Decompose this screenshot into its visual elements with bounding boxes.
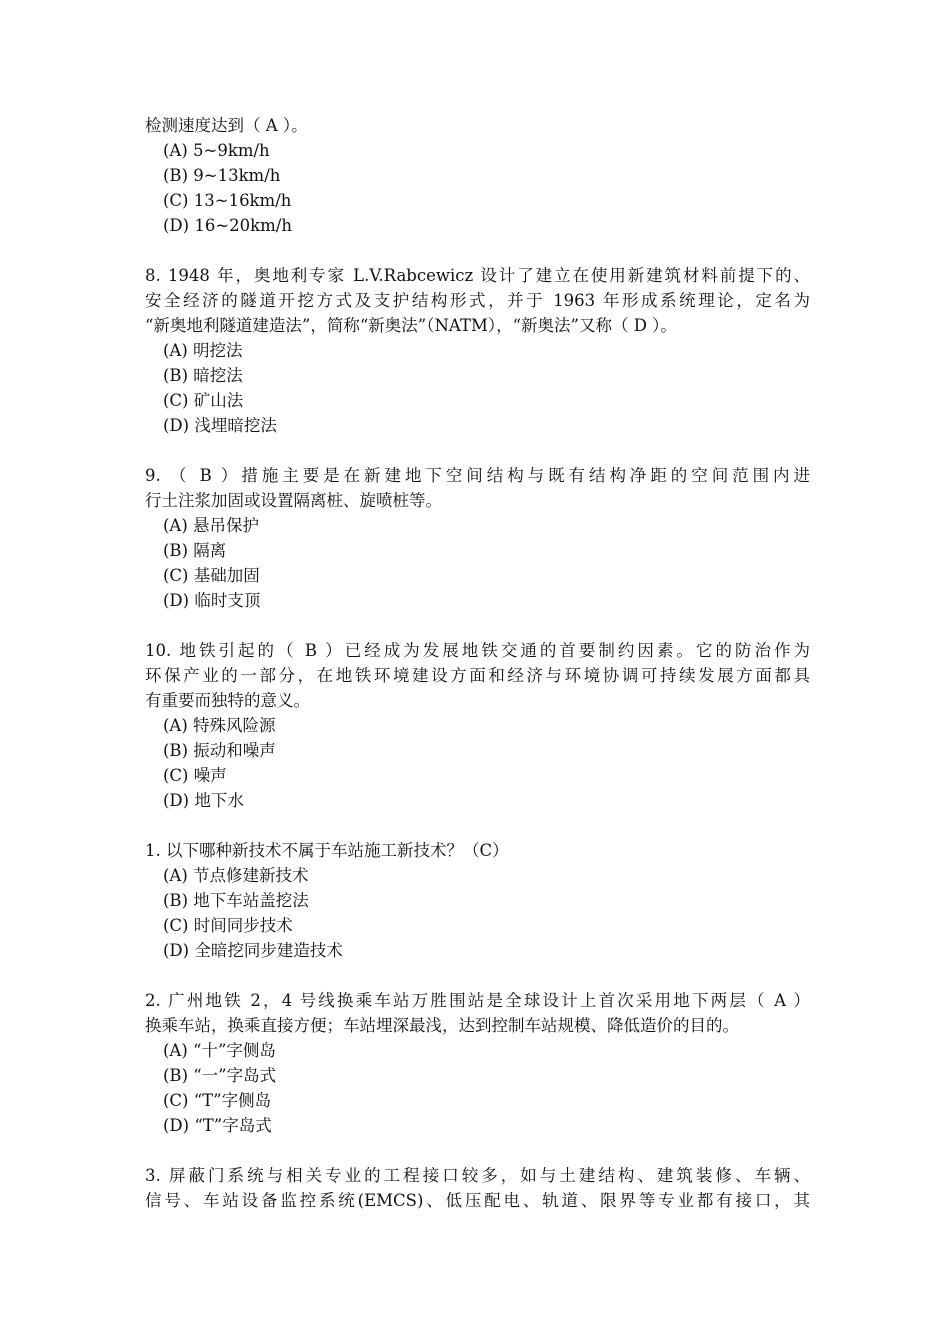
question-stem-line: 1. 以下哪种新技术不属于车站施工新技术？（C） xyxy=(145,841,509,860)
answer-option: (D) 全暗挖同步建造技术 xyxy=(163,941,343,960)
document-page xyxy=(145,113,810,1213)
answer-option: (B) 地下车站盖挖法 xyxy=(163,891,309,910)
answer-option: (A) 节点修建新技术 xyxy=(163,866,309,885)
question-block xyxy=(145,838,810,963)
answer-option: (D) 浅埋暗挖法 xyxy=(163,416,277,435)
answer-option: (C) 噪声 xyxy=(163,766,227,785)
question-stem-line: 9. （ B ）措施主要是在新建地下空间结构与既有结构净距的空间范围内进 xyxy=(145,466,810,485)
question-block xyxy=(145,1163,810,1213)
question-stem-line: 有重要而独特的意义。 xyxy=(145,691,310,710)
question-block xyxy=(145,263,810,438)
paragraph-gap xyxy=(145,963,810,988)
answer-option: (D) 临时支顶 xyxy=(163,591,261,610)
answer-option: (C) 13~16km/h xyxy=(163,191,292,210)
answer-option: (D) “T”字岛式 xyxy=(163,1116,272,1135)
answer-option: (D) 地下水 xyxy=(163,791,244,810)
question-block xyxy=(145,463,810,613)
question-stem-line: 3. 屏蔽门系统与相关专业的工程接口较多，如与土建结构、建筑装修、车辆、 xyxy=(145,1166,810,1185)
question-block xyxy=(145,113,810,238)
paragraph-gap xyxy=(145,813,810,838)
paragraph-gap xyxy=(145,613,810,638)
question-stem-line: 行土注浆加固或设置隔离桩、旋喷桩等。 xyxy=(145,491,442,510)
answer-option: (B) 振动和噪声 xyxy=(163,741,276,760)
paragraph-gap xyxy=(145,238,810,263)
question-stem-line: 10. 地铁引起的（ B ）已经成为发展地铁交通的首要制约因素。它的防治作为 xyxy=(145,641,810,660)
paragraph-gap xyxy=(145,438,810,463)
question-stem-line: “新奥地利隧道建造法”，简称“新奥法”（NATM），“新奥法”又称（ D ）。 xyxy=(145,316,677,335)
answer-option: (B) “一”字岛式 xyxy=(163,1066,277,1085)
answer-option: (A) 5~9km/h xyxy=(163,141,270,160)
paragraph-gap xyxy=(145,1138,810,1163)
answer-option: (B) 9~13km/h xyxy=(163,166,281,185)
question-block xyxy=(145,638,810,813)
answer-option: (A) “十”字侧岛 xyxy=(163,1041,276,1060)
answer-option: (B) 暗挖法 xyxy=(163,366,243,385)
answer-option: (A) 明挖法 xyxy=(163,341,243,360)
question-stem-line: 2. 广州地铁 2，4 号线换乘车站万胜围站是全球设计上首次采用地下两层（ A ） xyxy=(145,991,810,1010)
answer-option: (A) 悬吊保护 xyxy=(163,516,260,535)
answer-option: (C) 矿山法 xyxy=(163,391,244,410)
answer-option: (D) 16~20km/h xyxy=(163,216,292,235)
answer-option: (C) 基础加固 xyxy=(163,566,260,585)
question-stem-line: 环保产业的一部分，在地铁环境建设方面和经济与环境协调可持续发展方面都具 xyxy=(145,666,810,685)
answer-option: (A) 特殊风险源 xyxy=(163,716,276,735)
question-stem-line: 信号、车站设备监控系统(EMCS)、低压配电、轨道、限界等专业都有接口，其 xyxy=(145,1191,810,1210)
answer-option: (C) “T”字侧岛 xyxy=(163,1091,272,1110)
answer-option: (C) 时间同步技术 xyxy=(163,916,293,935)
question-stem-line: 检测速度达到（ A ）。 xyxy=(145,116,308,135)
question-stem-line: 换乘车站，换乘直接方便；车站埋深最浅，达到控制车站规模、降低造价的目的。 xyxy=(145,1016,739,1035)
question-stem-line: 8. 1948 年，奥地利专家 L.V.Rabcewicz 设计了建立在使用新建筑材料前提下的、 xyxy=(145,266,810,285)
answer-option: (B) 隔离 xyxy=(163,541,227,560)
question-stem-line: 安全经济的隧道开挖方式及支护结构形式，并于 1963 年形成系统理论，定名为 xyxy=(145,291,810,310)
question-block xyxy=(145,988,810,1138)
